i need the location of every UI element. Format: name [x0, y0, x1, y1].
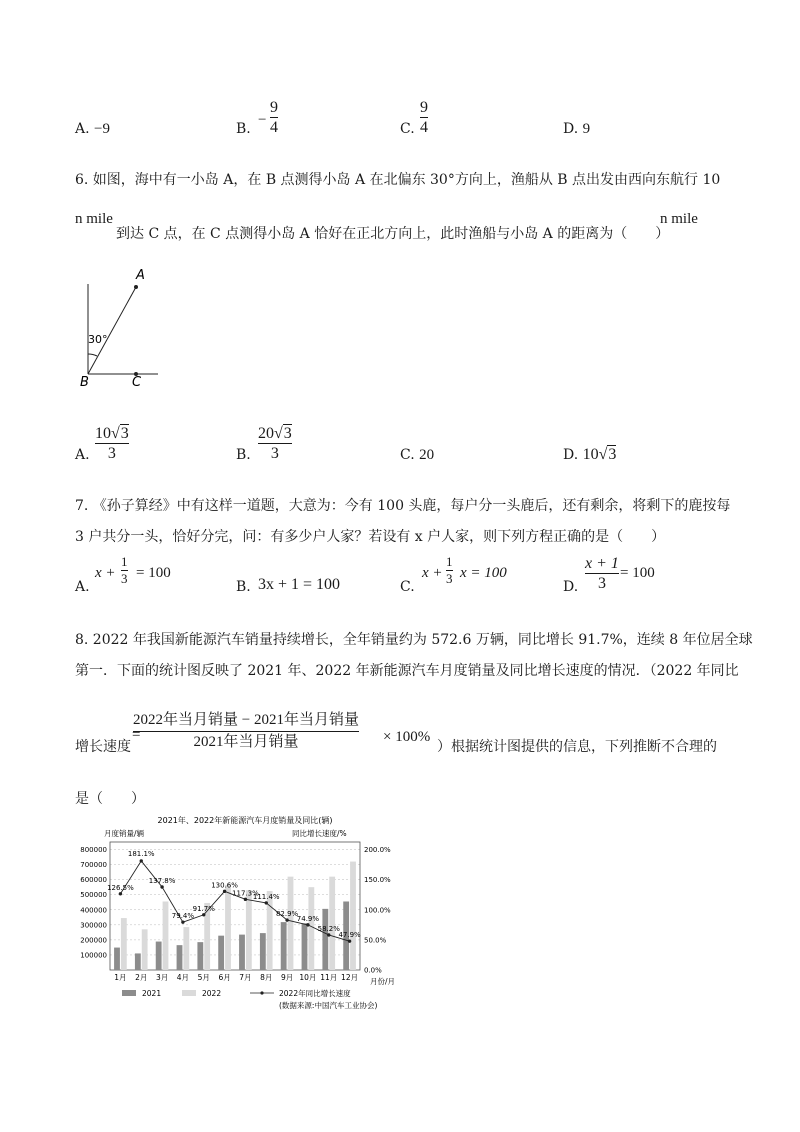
q6-option-b-letter: B.	[236, 447, 251, 463]
q6-option-d: D. 10√3	[563, 446, 617, 463]
q7-option-c-fraction: 1 3	[446, 554, 453, 586]
y-tick-label: 300000	[80, 921, 107, 930]
bar-2022-10	[308, 887, 314, 970]
q7-option-c-letter: C.	[400, 579, 415, 595]
q5-option-c-fraction: 9 4	[420, 99, 428, 136]
growth-point-1	[119, 892, 122, 895]
bar-2021-11	[322, 909, 328, 970]
y2-tick-label: 50.0%	[364, 936, 387, 945]
y2-tick-label: 150.0%	[364, 876, 391, 885]
bar-2022-6	[225, 885, 231, 970]
chart-title: 2021年、2022年新能源汽车月度销量及同比(辆)	[157, 816, 333, 825]
growth-label-3: 137.8%	[148, 876, 176, 885]
bar-2021-6	[218, 936, 224, 970]
segment-ba	[88, 287, 136, 374]
q7-option-b-eq: 3x + 1 = 100	[258, 576, 341, 593]
bar-2021-7	[239, 935, 245, 970]
q6-option-a-fraction: 10√3 3	[95, 425, 129, 462]
bar-2022-4	[183, 927, 189, 970]
growth-line	[120, 861, 349, 941]
bar-2021-1	[114, 948, 120, 970]
q5-option-b-sign: −	[258, 112, 267, 128]
x-tick-label: 8月	[260, 973, 273, 982]
q7-option-a-letter: A.	[75, 579, 90, 595]
label-angle: 30°	[88, 333, 108, 346]
growth-label-11: 58.2%	[317, 924, 340, 933]
bar-2022-3	[163, 901, 169, 970]
bar-2021-4	[177, 945, 183, 970]
y2-axis-label: 同比增长速度/%	[292, 829, 347, 838]
chart-source: (数据来源:中国汽车工业协会)	[279, 1001, 378, 1010]
x-tick-label: 2月	[135, 973, 148, 982]
bar-2021-3	[156, 942, 162, 970]
bar-2022-2	[142, 929, 148, 970]
growth-label-1: 126.5%	[107, 883, 134, 892]
y2-tick-label: 200.0%	[364, 846, 391, 855]
growth-point-12	[348, 939, 351, 942]
q6-option-b-fraction: 20√3 3	[258, 425, 292, 462]
x-tick-label: 7月	[239, 973, 252, 982]
growth-label-5: 91.7%	[192, 904, 215, 913]
growth-label-12: 47.9%	[338, 931, 361, 940]
sales-chart	[70, 812, 410, 1022]
legend-swatch-2021	[122, 990, 136, 996]
growth-point-2	[140, 859, 143, 862]
q7-option-d-fraction: x + 1 3	[585, 555, 619, 592]
x-axis-label: 月份/月	[370, 977, 396, 986]
angle-arc	[88, 354, 97, 356]
q7-line-2: 3 户共分一头，恰好分完，问：有多少户人家？若设有 x 户人家，则下列方程正确的是（ ）	[75, 529, 666, 545]
q6-option-a-letter: A.	[75, 447, 90, 463]
q7-option-b-letter: B.	[236, 579, 251, 595]
growth-point-3	[160, 885, 163, 888]
x-tick-label: 6月	[218, 973, 231, 982]
q7-option-d-letter: D.	[563, 579, 579, 595]
q5-option-a: A. −9	[75, 121, 110, 137]
q6-option-c: C. 20	[400, 447, 435, 463]
x-tick-label: 4月	[176, 973, 190, 982]
x-tick-label: 3月	[155, 973, 169, 982]
legend-line-marker	[260, 991, 263, 994]
legend-label-2022: 2022	[202, 989, 222, 998]
q8-formula-label: 增长速度	[75, 739, 131, 755]
q7-option-a-post: = 100	[136, 565, 171, 581]
y-tick-label: 600000	[80, 876, 107, 885]
growth-point-5	[202, 913, 205, 916]
growth-point-9	[285, 918, 288, 921]
bar-2022-11	[329, 877, 335, 970]
label-c: C	[132, 375, 142, 390]
bar-2022-9	[288, 877, 294, 970]
bar-2022-1	[121, 918, 127, 970]
y2-tick-label: 100.0%	[364, 906, 391, 915]
legend-label-2021: 2021	[142, 989, 162, 998]
growth-label-4: 79.4%	[171, 912, 195, 921]
q5-option-b-letter: B.	[236, 121, 251, 137]
label-b: B	[80, 375, 89, 390]
growth-label-8: 111.4%	[252, 892, 280, 901]
y2-tick-label: 0.0%	[364, 966, 382, 975]
y-tick-label: 100000	[80, 951, 107, 960]
growth-label-6: 130.6%	[211, 881, 238, 890]
q5-option-d: D. 9	[563, 121, 591, 137]
q8-line-2: 第一．下面的统计图反映了 2021 年、2022 年新能源汽车月度销量及同比增长速度的情况．（2022 年同比	[75, 663, 739, 679]
q6-line-2: 到达 C 点，在 C 点测得小岛 A 恰好在正北方向上，此时渔船与小岛 A 的距离为（ ）	[116, 226, 670, 242]
growth-point-8	[265, 901, 268, 904]
legend-swatch-2022	[182, 990, 196, 996]
q6-line-1: 6. 如图，海中有一小岛 A，在 B 点测得小岛 A 在北偏东 30°方向上，渔船从 B 点出发由西向东航行 10	[75, 172, 721, 188]
q6-unit-right: n mile	[660, 211, 698, 227]
q7-line-1: 7. 《孙子算经》中有这样一道题，大意为：今有 100 头鹿，每户分一头鹿后，还有剩余，将剩下的鹿按每	[75, 498, 731, 514]
bar-2021-5	[197, 942, 203, 970]
q8-line-3: ）根据统计图提供的信息，下列推断不合理的	[437, 739, 717, 755]
point-a	[134, 285, 138, 289]
growth-label-2: 181.1%	[127, 849, 155, 858]
y-tick-label: 400000	[80, 906, 107, 915]
q7-option-c-pre: x +	[422, 565, 443, 581]
q8-formula-equals: =	[132, 727, 141, 743]
q8-line-1: 8. 2022 年我国新能源汽车销量持续增长，全年销量约为 572.6 万辆，同比增长 91.7%，连续 8 年位居全球	[75, 632, 753, 648]
y-tick-label: 800000	[80, 846, 107, 855]
q8-formula-tail: × 100%	[383, 729, 431, 745]
q8-line-4: 是（ ）	[75, 791, 145, 807]
q7-option-c-post: x = 100	[460, 565, 507, 581]
y-tick-label: 700000	[80, 861, 107, 870]
y-axis-label: 月度销量/辆	[104, 829, 145, 838]
growth-label-9: 82.9%	[275, 910, 299, 919]
growth-label-10: 74.9%	[296, 914, 320, 923]
bar-2021-10	[302, 923, 308, 970]
growth-point-6	[223, 890, 226, 893]
q5-option-c-letter: C.	[400, 121, 415, 137]
x-tick-label: 12月	[341, 973, 359, 982]
growth-point-7	[244, 898, 247, 901]
bar-2022-7	[246, 890, 252, 970]
bar-2021-8	[260, 933, 266, 970]
q6-unit-left: n mile	[75, 211, 113, 227]
x-tick-label: 10月	[299, 973, 317, 982]
x-tick-label: 9月	[280, 973, 294, 982]
q7-option-a-fraction: 1 3	[121, 554, 128, 586]
q7-option-d-post: = 100	[620, 565, 655, 581]
legend-label-growth: 2022年同比增长速度	[279, 989, 351, 998]
q6-figure	[70, 262, 170, 392]
bar-2021-9	[281, 922, 287, 970]
y-tick-label: 500000	[80, 891, 107, 900]
label-a: A	[136, 268, 145, 283]
q7-option-a-pre: x +	[95, 565, 116, 581]
growth-point-4	[181, 920, 184, 923]
q5-option-b-fraction: 9 4	[270, 99, 278, 136]
growth-point-10	[306, 923, 309, 926]
y-tick-label: 200000	[80, 936, 107, 945]
x-tick-label: 1月	[114, 973, 127, 982]
chart-legend	[122, 988, 377, 1010]
growth-point-11	[327, 933, 330, 936]
bar-2022-12	[350, 862, 356, 970]
x-tick-label: 11月	[320, 973, 338, 982]
bar-2021-2	[135, 953, 141, 970]
x-tick-label: 5月	[197, 973, 210, 982]
q8-formula-fraction: 2022年当月销量 − 2021年当月销量 2021年当月销量	[133, 712, 359, 750]
growth-label-7: 117.3%	[232, 889, 259, 898]
